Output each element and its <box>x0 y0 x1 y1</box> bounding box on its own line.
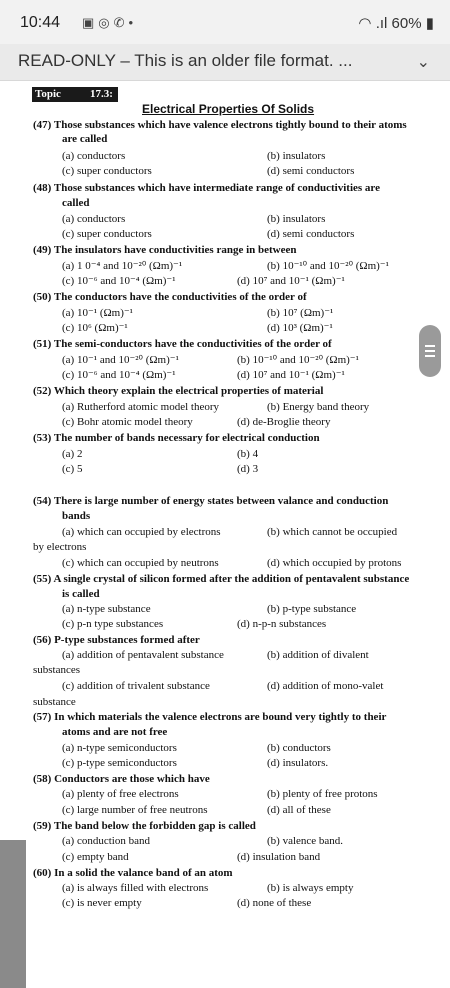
status-right <box>358 14 434 32</box>
option-text: (c) is never empty <box>62 897 142 909</box>
option-text: substances <box>33 664 81 676</box>
scroll-handle[interactable] <box>419 325 441 377</box>
question-text: (57) In which materials the valence electrons are bound very tightly to their <box>33 711 387 723</box>
option-text: (d) semi conductors <box>267 165 355 177</box>
option-text: (d) insulators. <box>267 757 329 769</box>
option-text: (c) which can occupied by neutrons <box>62 557 219 569</box>
option-text: (b) insulators <box>267 213 326 225</box>
battery-icon: ▮ <box>425 15 434 32</box>
status-time: 10:44 <box>20 14 61 31</box>
question-text: (50) The conductors have the conductivities of the order of <box>33 291 307 303</box>
document-page <box>0 82 450 909</box>
option-text: (d) none of these <box>237 897 312 909</box>
option-text: (b) plenty of free protons <box>267 788 378 800</box>
option-text: substance <box>33 696 76 708</box>
question-text: (49) The insulators have conductivities range in between <box>33 244 297 256</box>
option-text: (a) plenty of free electrons <box>62 788 179 800</box>
dot-icon: • <box>128 15 138 30</box>
option-text: (b) 10⁷ (Ωm)⁻¹ <box>267 307 334 319</box>
option-text: (b) valence band. <box>267 835 344 847</box>
option-text: (d) 10⁷ and 10⁻¹ (Ωm)⁻¹ <box>237 369 345 381</box>
option-text: (a) is always filled with electrons <box>62 882 209 894</box>
option-text: (b) p-type substance <box>267 603 357 615</box>
option-text: (a) n-type semiconductors <box>62 742 177 754</box>
question-text: is called <box>62 588 100 600</box>
battery-level: 60% <box>391 15 422 32</box>
question-text: (59) The band below the forbidden gap is called <box>33 820 256 832</box>
chevron-down-icon[interactable]: ⌄ <box>416 54 430 71</box>
option-text: (a) 10⁻¹ and 10⁻²⁰ (Ωm)⁻¹ <box>62 354 179 366</box>
instagram-icon: ◎ <box>98 15 114 30</box>
option-text: (d) addition of mono-valet <box>267 680 384 692</box>
option-text: (a) conductors <box>62 150 126 162</box>
question-text: (56) P-type substances formed after <box>33 634 200 646</box>
option-text: (c) 10⁶ (Ωm)⁻¹ <box>62 322 128 334</box>
option-text: (c) 10⁻⁶ and 10⁻⁴ (Ωm)⁻¹ <box>62 275 176 287</box>
option-text: (a) conductors <box>62 213 126 225</box>
question-text: (58) Conductors are those which have <box>33 773 210 785</box>
option-text: (c) p-type semiconductors <box>62 757 177 769</box>
option-text: (b) insulators <box>267 150 326 162</box>
question-text: bands <box>62 510 91 522</box>
option-text: (d) 10⁷ and 10⁻¹ (Ωm)⁻¹ <box>237 275 345 287</box>
option-text: (d) de-Broglie theory <box>237 416 331 428</box>
option-text: (b) 4 <box>237 448 259 460</box>
topic-label: Topic <box>35 88 61 100</box>
option-text: (b) conductors <box>267 742 331 754</box>
question-text: are called <box>62 133 108 145</box>
option-text: (a) 2 <box>62 448 83 460</box>
read-only-banner[interactable] <box>0 44 450 81</box>
option-text: (c) empty band <box>62 851 129 863</box>
option-text: (c) large number of free neutrons <box>62 804 208 816</box>
option-text: (a) 1 0⁻⁴ and 10⁻²⁰ (Ωm)⁻¹ <box>62 260 183 272</box>
option-text: (a) Rutherford atomic model theory <box>62 401 220 413</box>
question-text: (53) The number of bands necessary for electrical conduction <box>33 432 320 444</box>
section-heading: Electrical Properties Of Solids <box>142 102 315 116</box>
option-text: (d) 10³ (Ωm)⁻¹ <box>267 322 333 334</box>
option-text: (a) addition of pentavalent substance <box>62 649 224 661</box>
option-text: (d) all of these <box>267 804 331 816</box>
option-text: (c) super conductors <box>62 165 152 177</box>
status-bar <box>0 0 450 44</box>
option-text: (c) 10⁻⁶ and 10⁻⁴ (Ωm)⁻¹ <box>62 369 176 381</box>
question-text: atoms and are not free <box>62 726 168 738</box>
option-text: (b) is always empty <box>267 882 354 894</box>
banner-text: READ-ONLY – This is an older file format. ... <box>18 51 353 70</box>
question-text: (54) There is large number of energy states between valance and conduction <box>33 495 389 507</box>
question-text: (47) Those substances which have valence electrons tightly bound to their atoms <box>33 119 407 131</box>
option-text: (a) 10⁻¹ (Ωm)⁻¹ <box>62 307 133 319</box>
gallery-icon: ▣ <box>82 15 99 30</box>
option-text: (c) Bohr atomic model theory <box>62 416 193 428</box>
question-text: (52) Which theory explain the electrical properties of material <box>33 385 324 397</box>
option-text: (d) insulation band <box>237 851 321 863</box>
signal-icon: .ıl <box>375 15 388 32</box>
option-text: (c) super conductors <box>62 228 152 240</box>
option-text: (a) conduction band <box>62 835 150 847</box>
option-text: (d) which occupied by protons <box>267 557 402 569</box>
option-text: (b) which cannot be occupied <box>267 526 398 538</box>
question-text: called <box>62 197 90 209</box>
notification-icons <box>82 15 137 31</box>
option-text: (b) Energy band theory <box>267 401 370 413</box>
question-text: (51) The semi-conductors have the conductivities of the order of <box>33 338 332 350</box>
option-text: (b) addition of divalent <box>267 649 369 661</box>
topic-number: 17.3: <box>90 88 113 100</box>
page-edge <box>0 840 26 988</box>
option-text: (d) n-p-n substances <box>237 618 327 630</box>
option-text: (b) 10⁻¹⁰ and 10⁻²⁰ (Ωm)⁻¹ <box>237 354 359 366</box>
option-text: (d) semi conductors <box>267 228 355 240</box>
phone-icon: ✆ <box>113 15 129 30</box>
option-text: (b) 10⁻¹⁰ and 10⁻²⁰ (Ωm)⁻¹ <box>267 260 389 272</box>
question-text: (55) A single crystal of silicon formed after the addition of pentavalent substance <box>33 573 410 585</box>
question-text: (60) In a solid the valance band of an atom <box>33 867 233 879</box>
option-text: (c) p-n type substances <box>62 618 164 630</box>
question-text: (48) Those substances which have intermediate range of conductivities are <box>33 182 380 194</box>
option-text: (a) n-type substance <box>62 603 151 615</box>
option-text: by electrons <box>33 541 87 553</box>
topic-tag <box>32 87 118 102</box>
option-text: (c) addition of trivalent substance <box>62 680 210 692</box>
option-text: (d) 3 <box>237 463 259 475</box>
wifi-icon: ◠ <box>358 15 372 32</box>
option-text: (c) 5 <box>62 463 83 475</box>
option-text: (a) which can occupied by electrons <box>62 526 221 538</box>
